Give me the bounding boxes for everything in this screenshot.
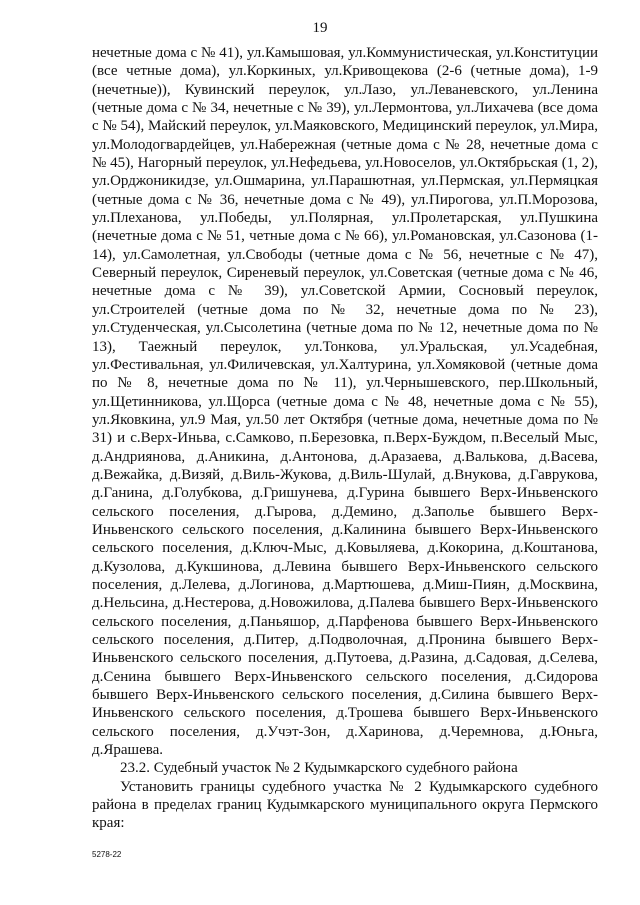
street-list-paragraph: нечетные дома с № 41), ул.Камышовая, ул.Коммунистическая, ул.Конституции (все четные дома), ул.Коркиных, ул.Кривощекова (2-6 (четные дома), 1-9 (нечетные)), Кувинский переулок, ул.Лазо, ул.Леваневского, ул.Ленина (четные дома с № 34, нечетные с № 39), ул.Лермонтова, ул.Лихачева (все дома с № 54), Майский переулок, ул.Маяковского, Медицинский переулок, ул.Мира, ул.Молодогвардейцев, ул.Набережная (четные дома с № 28, нечетные дома с № 45), Нагорный переулок, ул.Нефедьева, ул.Новоселов, ул.Октябрьская (1, 2), ул.Орджоникидзе, ул.Ошмарина, ул.Парашютная, ул.Пермская, ул.Пермяцкая (четные дома с № 36, нечетные дома с № 49), ул.Пирогова, ул.П.Морозова, ул.Плеханова, ул.Победы, ул.Полярная, ул.Пролетарская, ул.Пушкина (нечетные дома с № 51, четные дома с № 66), ул.Романовская, ул.Сазонова (1-14), ул.Самолетная, ул.Свободы (четные дома с № 56, нечетные с № 47), Северный переулок, Сиреневый переулок, ул.Советская (четные дома с № 46, нечетные дома с № 39), ул.Советской Армии, Сосновый переулок, ул.Строителей (четные дома по № 32, нечетные дома по № 23), ул.Студенческая, ул.Сысолетина (четные дома по № 12, нечетные дома по № 13), Таежный переулок, ул.Тонкова, ул.Уральская, ул.Усадебная, ул.Фестивальная, ул.Филичевская, ул.Халтурина, ул.Хомяковой (четные дома по № 8, нечетные дома по № 11), ул.Чернышевского, пер.Школьный, ул.Щетинникова, ул.Щорса (четные дома с № 48, нечетные дома с № 55), ул.Яковкина, ул.9 Мая, ул.50 лет Октября (четные дома, нечетные дома по № 31) и с.Верх-Иньва, с.Самково, п.Березовка, п.Верх-Буждом, п.Веселый Мыс, д.Андриянова, д.Аникина, д.Антонова, д.Аразаева, д.Валькова, д.Васева, д.Вежайка, д.Визяй, д.Виль-Жукова, д.Виль-Шулай, д.Внукова, д.Гаврукова, д.Ганина, д.Голубкова, д.Гришунева, д.Гурина бывшего Верх-Иньвенского сельского поселения, д.Гырова, д.Демино, д.Заполье бывшего Верх-Иньвенского сельского поселения, д.Калинина бывшего Верх-Иньвенского сельского поселения, д.Ключ-Мыс, д.Ковыляева, д.Кокорина, д.Коштанова, д.Кузолова, д.Кукшинова, д.Левина бывшего Верх-Иньвенского сельского поселения, д.Лелева, д.Логинова, д.Мартюшева, д.Миш-Пиян, д.Москвина, д.Нельсина, д.Нестерова, д.Новожилова, д.Палева бывшего Верх-Иньвенского сельского поселения, д.Паньяшор, д.Парфенова бывшего Верх-Иньвенского сельского поселения, д.Питер, д.Подволочная, д.Пронина бывшего Верх-Иньвенского сельского поселения, д.Путоева, д.Разина, д.Садовая, д.Селева, д.Сенина бывшего Верх-Иньвенского сельского поселения, д.Сидорова бывшего Верх-Иньвенского сельского поселения, д.Силина бывшего Верх-Иньвенского сельского поселения, д.Трошева бывшего Верх-Иньвенского сельского поселения, д.Учэт-Зон, д.Харинова, д.Черемнова, д.Юньга, д.Ярашева. xyxy=(92,45,598,759)
document-body xyxy=(92,44,598,833)
section-heading: 23.2. Судебный участок № 2 Кудымкарского судебного района xyxy=(120,760,518,777)
section-paragraph: Установить границы судебного участка № 2 Кудымкарского судебного района в пределах границ Кудымкарского муниципального округа Пермского края: xyxy=(92,778,598,832)
document-code: 5278-22 xyxy=(92,850,122,859)
page-number: 19 xyxy=(312,20,328,36)
